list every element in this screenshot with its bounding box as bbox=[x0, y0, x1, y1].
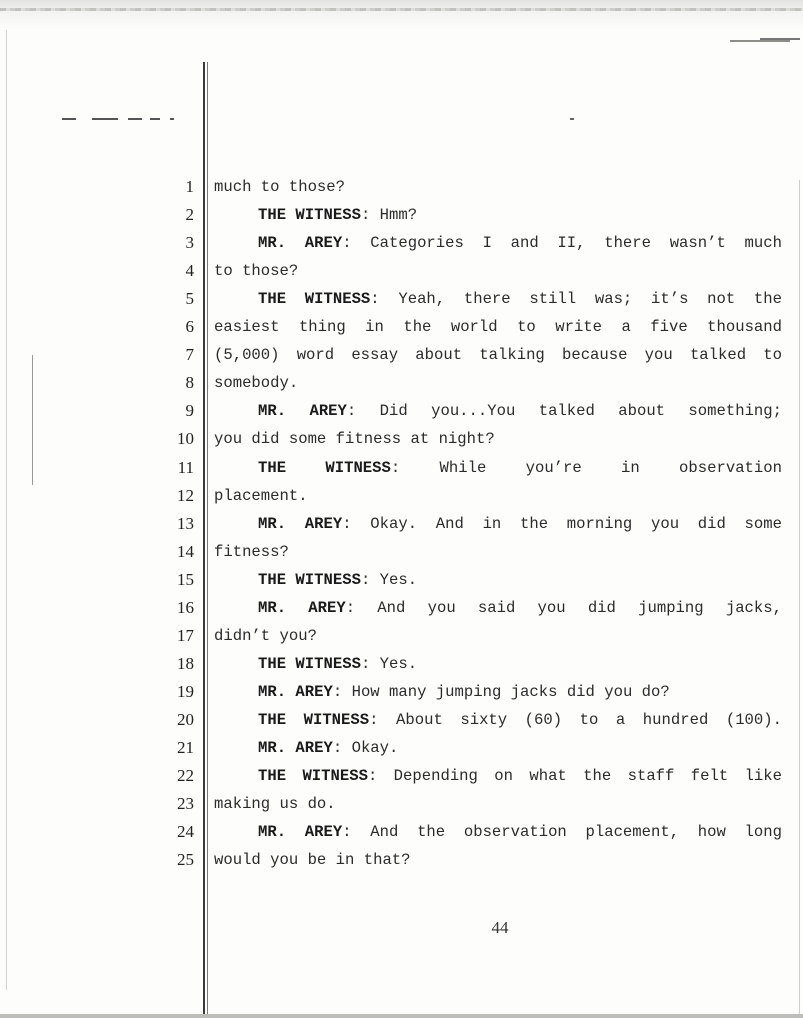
speaker-label: THE WITNESS bbox=[258, 710, 370, 729]
line-body: : Okay. bbox=[332, 739, 399, 757]
line-body: (5,000) word essay about talking because you talked to bbox=[214, 346, 782, 365]
line-body: didn’t you? bbox=[214, 626, 317, 645]
line-number: 19 bbox=[177, 681, 194, 701]
line-text bbox=[258, 455, 782, 481]
line-number: 6 bbox=[185, 317, 194, 337]
transcript-line bbox=[0, 202, 803, 228]
page-number: 44 bbox=[491, 918, 509, 937]
margin-dash-mark bbox=[62, 118, 76, 120]
line-number: 15 bbox=[177, 569, 194, 589]
line-number: 20 bbox=[177, 709, 194, 729]
line-text bbox=[258, 230, 782, 256]
line-text bbox=[214, 539, 782, 565]
line-number: 14 bbox=[177, 541, 194, 561]
transcript-line bbox=[0, 258, 803, 284]
transcript-line bbox=[0, 286, 803, 312]
speaker-label: THE WITNESS bbox=[258, 290, 371, 309]
transcript-line bbox=[0, 707, 803, 733]
line-number: 11 bbox=[177, 457, 194, 477]
transcript-line bbox=[0, 735, 803, 761]
line-body: somebody. bbox=[214, 374, 299, 393]
speaker-label: MR. AREY bbox=[258, 402, 347, 421]
transcript-line bbox=[0, 567, 803, 593]
transcript-line bbox=[0, 483, 803, 509]
line-number: 9 bbox=[185, 401, 194, 421]
transcript-line bbox=[0, 370, 803, 396]
line-number: 3 bbox=[185, 233, 194, 253]
speaker-label: THE WITNESS bbox=[258, 458, 391, 477]
line-body: : How many jumping jacks did you do? bbox=[332, 682, 670, 701]
line-number: 8 bbox=[185, 373, 194, 393]
line-text bbox=[214, 342, 782, 368]
line-text bbox=[214, 258, 782, 284]
line-body: : Depending on what the staff felt like bbox=[367, 767, 783, 786]
speaker-label: MR. AREY bbox=[258, 598, 346, 617]
line-number: 10 bbox=[177, 429, 194, 449]
speaker-label: MR. AREY bbox=[258, 514, 343, 533]
line-body: would you be in that? bbox=[214, 851, 411, 870]
line-body: much to those? bbox=[214, 178, 346, 196]
speaker-label: THE WITNESS bbox=[258, 206, 361, 225]
line-body: placement. bbox=[214, 486, 308, 505]
speaker-label: MR. AREY bbox=[258, 739, 333, 757]
scan-top-shadow bbox=[0, 0, 803, 30]
line-text bbox=[214, 426, 782, 452]
line-number: 17 bbox=[177, 625, 194, 645]
transcript-line bbox=[0, 455, 803, 481]
line-body: : Yes. bbox=[360, 570, 418, 589]
margin-dash-mark bbox=[92, 118, 118, 120]
line-number: 5 bbox=[185, 289, 194, 309]
line-text bbox=[258, 511, 782, 537]
speaker-label: THE WITNESS bbox=[258, 767, 368, 786]
line-body: easiest thing in the world to write a five thousand bbox=[214, 318, 782, 337]
transcript-line bbox=[0, 763, 803, 789]
transcript-line bbox=[0, 623, 803, 649]
transcript-line bbox=[0, 539, 803, 565]
margin-dash-mark bbox=[170, 118, 174, 120]
transcript-line bbox=[0, 651, 803, 677]
scan-mark bbox=[570, 118, 574, 120]
transcript-line bbox=[0, 791, 803, 817]
transcript-line bbox=[0, 511, 803, 537]
line-text bbox=[258, 398, 782, 424]
line-text bbox=[258, 707, 782, 733]
line-text bbox=[258, 679, 782, 705]
line-number: 1 bbox=[185, 177, 194, 196]
transcript-line bbox=[0, 314, 803, 340]
line-text bbox=[258, 286, 782, 312]
line-text bbox=[214, 791, 782, 817]
line-number: 4 bbox=[185, 261, 194, 281]
line-text bbox=[258, 202, 782, 228]
line-number: 25 bbox=[177, 850, 194, 870]
line-text bbox=[214, 623, 782, 649]
line-text bbox=[214, 370, 782, 396]
line-number: 12 bbox=[177, 485, 194, 505]
line-body: : Okay. And in the morning you did some bbox=[342, 514, 782, 533]
line-number: 16 bbox=[177, 597, 194, 617]
speaker-label: MR. AREY bbox=[258, 234, 343, 253]
transcript-line bbox=[0, 342, 803, 368]
scan-bottom-edge bbox=[0, 1014, 803, 1018]
line-text bbox=[214, 847, 782, 873]
line-number: 22 bbox=[177, 766, 194, 786]
speaker-label: MR. AREY bbox=[258, 682, 333, 701]
speaker-label: THE WITNESS bbox=[258, 570, 361, 589]
line-text bbox=[214, 174, 782, 200]
line-body: : While you’re in observation bbox=[390, 458, 782, 477]
line-body: : Hmm? bbox=[360, 206, 418, 225]
scan-top-noise-line bbox=[0, 8, 803, 11]
transcript-line bbox=[0, 847, 803, 873]
margin-dash-mark bbox=[128, 118, 142, 120]
speaker-label: MR. AREY bbox=[258, 823, 343, 842]
line-body: fitness? bbox=[214, 542, 289, 561]
line-body: making us do. bbox=[214, 795, 336, 814]
scan-mark bbox=[730, 40, 790, 42]
line-number: 23 bbox=[177, 794, 194, 814]
transcript-line bbox=[0, 398, 803, 424]
line-number: 7 bbox=[185, 345, 194, 365]
line-number: 13 bbox=[177, 513, 194, 533]
line-number: 2 bbox=[185, 205, 194, 225]
transcript-line bbox=[0, 679, 803, 705]
line-body: : Yes. bbox=[360, 654, 418, 673]
margin-dash-mark bbox=[150, 118, 160, 120]
transcript-line bbox=[0, 595, 803, 621]
line-body: you did some fitness at night? bbox=[214, 430, 495, 449]
line-text bbox=[214, 483, 782, 509]
line-body: : Did you...You talked about something; bbox=[346, 402, 783, 421]
line-number: 18 bbox=[177, 653, 194, 673]
speaker-label: THE WITNESS bbox=[258, 654, 361, 673]
transcript-line bbox=[0, 819, 803, 845]
line-text bbox=[258, 567, 782, 593]
line-body: : And you said you did jumping jacks, bbox=[345, 598, 782, 617]
line-body: : About sixty (60) to a hundred (100). bbox=[369, 710, 782, 729]
transcript-line bbox=[0, 174, 803, 200]
line-text bbox=[258, 763, 782, 789]
line-body: : Categories I and II, there wasn’t much bbox=[342, 234, 782, 253]
line-body: : Yeah, there still was; it’s not the bbox=[370, 290, 782, 309]
transcript-line bbox=[0, 426, 803, 452]
line-number: 24 bbox=[177, 822, 194, 842]
line-number: 21 bbox=[177, 738, 194, 757]
line-text bbox=[258, 735, 782, 761]
transcript-line bbox=[0, 230, 803, 256]
line-text bbox=[258, 595, 782, 621]
line-text bbox=[258, 651, 782, 677]
line-text bbox=[258, 819, 782, 845]
line-body: to those? bbox=[214, 262, 299, 281]
line-text bbox=[214, 314, 782, 340]
line-body: : And the observation placement, how long bbox=[342, 823, 782, 842]
